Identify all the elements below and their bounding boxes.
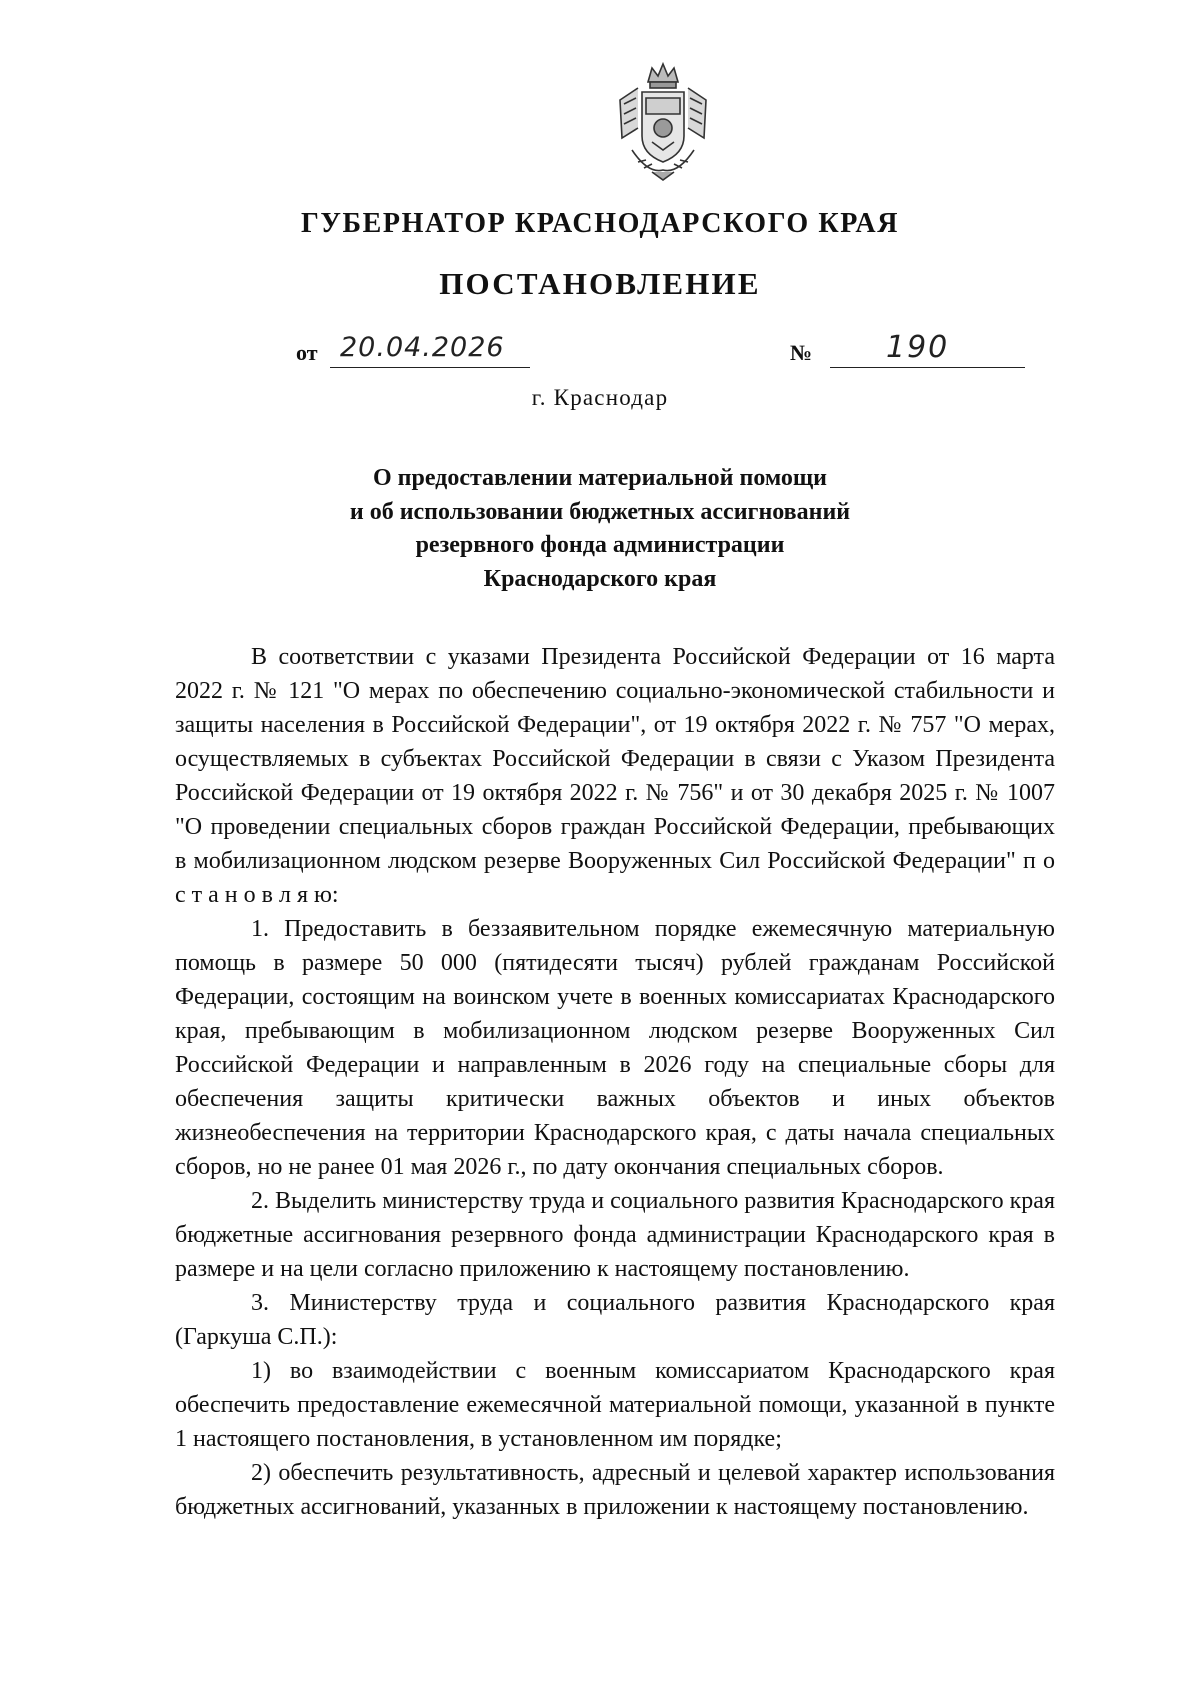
title-line: резервного фонда администрации xyxy=(415,532,785,558)
date-underline xyxy=(330,367,530,368)
date-value-handwritten: 20.04.2026 xyxy=(340,332,505,363)
title-line: Краснодарского края xyxy=(483,565,717,592)
number-field xyxy=(790,330,1040,374)
preamble-paragraph: В соответствии с указами Президента Российской Федерации от 16 марта 2022 г. № 121 "О мерах по обеспечению социально-экономической стабильности и защиты населения в Российской Федерации", от 19 октября 2022 г. № 757 "О мерах, осуществляемых в субъектах Российской Федерации в связи с Указом Президента Российской Федерации от 19 октября 2022 г. № 756" и от 30 декабря 2025 г. № 1007 "О проведении специальных сборов граждан Российской Федерации, пребывающих в мобилизационном людском резерве Вооруженных Сил Российской Федерации" п о с т а н о в л я ю: xyxy=(175,644,1055,908)
number-prefix: № xyxy=(790,340,813,365)
item-3-2-paragraph: 2) обеспечить результативность, адресный и целевой характер использования бюджетных ассигнований, указанных в приложении к настоящему постановлению. xyxy=(175,1460,1055,1520)
date-field xyxy=(296,330,536,374)
title-line: и об использовании бюджетных ассигнований xyxy=(349,498,851,525)
document-body xyxy=(175,640,1055,1524)
title-line: О предоставлении материальной помощи xyxy=(373,465,827,491)
issuing-authority: ГУБЕРНАТОР КРАСНОДАРСКОГО КРАЯ xyxy=(300,208,900,239)
coat-of-arms-icon xyxy=(608,58,718,186)
document-title xyxy=(200,462,1000,596)
city-line: г. Краснодар xyxy=(531,385,669,410)
number-value-handwritten: 190 xyxy=(886,330,950,365)
item-3-paragraph: 3. Министерству труда и социального развития Краснодарского края (Гаркуша С.П.): xyxy=(175,1290,1055,1350)
number-underline xyxy=(830,367,1025,368)
item-1-paragraph: 1. Предоставить в беззаявительном порядке ежемесячную материальную помощь в размере 50 000 (пятидесяти тысяч) рублей гражданам Российской Федерации, состоящим на воинском учете в военных комиссариатах Краснодарского края, пребывающим в мобилизационном людском резерве Вооруженных Сил Российской Федерации и направленным в 2026 году на специальные сборы для обеспечения защиты критически важных объектов и иных объектов жизнеобеспечения на территории Краснодарского края, с даты начала специальных сборов, но не ранее 01 мая 2026 г., по дату окончания специальных сборов. xyxy=(175,916,1055,1180)
document-type: ПОСТАНОВЛЕНИЕ xyxy=(439,266,761,301)
date-prefix: от xyxy=(296,340,318,365)
item-2-paragraph: 2. Выделить министерству труда и социального развития Краснодарского края бюджетные ассигнования резервного фонда администрации Краснодарского края в размере и на цели согласно приложению к настоящему постановлению. xyxy=(175,1188,1055,1282)
item-3-1-paragraph: 1) во взаимодействии с военным комиссариатом Краснодарского края обеспечить предоставление ежемесячной материальной помощи, указанной в пункте 1 настоящего постановления, в установленном им порядке; xyxy=(175,1358,1055,1452)
